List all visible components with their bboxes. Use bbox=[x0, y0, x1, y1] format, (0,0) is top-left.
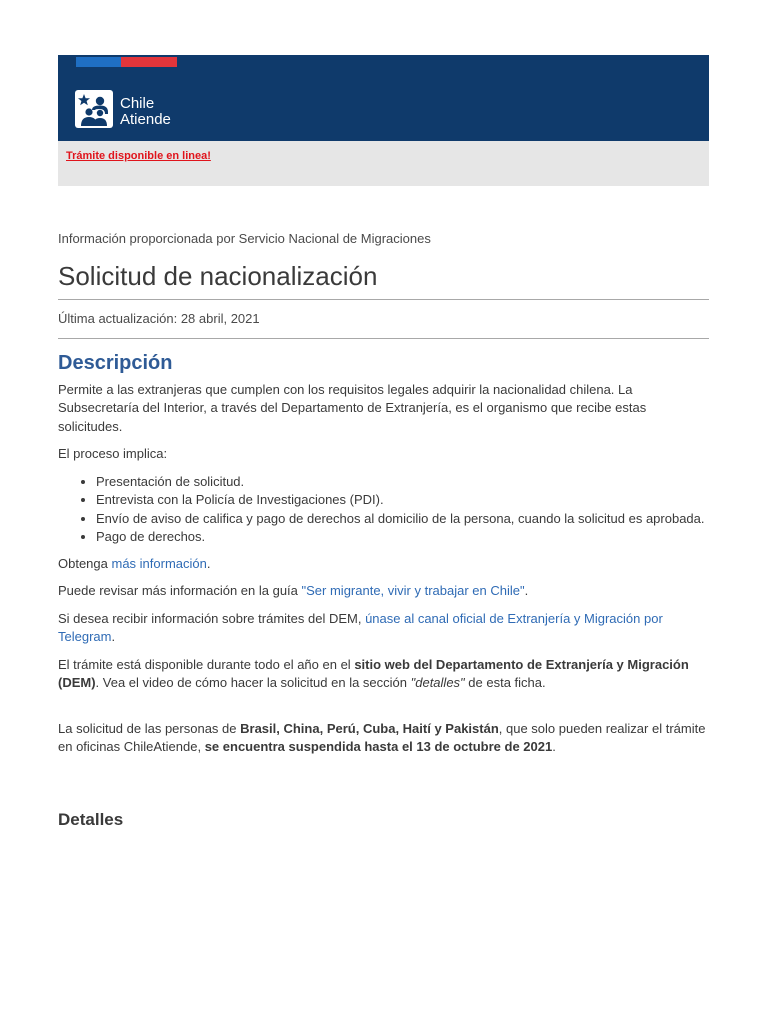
obtenga-paragraph bbox=[58, 555, 709, 574]
guia-migrante-link[interactable]: "Ser migrante, vivir y trabajar en Chile" bbox=[301, 583, 525, 598]
proceso-label: El proceso implica: bbox=[58, 446, 168, 461]
banner-header bbox=[58, 55, 709, 141]
sitio-suffix: de esta ficha. bbox=[464, 675, 546, 690]
updated-divider bbox=[58, 338, 709, 339]
chileatiende-banner bbox=[58, 55, 709, 186]
chileatiende-people-icon bbox=[75, 90, 113, 128]
detalles-heading: Detalles bbox=[58, 809, 124, 829]
descripcion-intro: Permite a las extranjeras que cumplen con los requisitos legales adquirir la nacionalidad chilena. La Subsecretaría del Interior, a través del Departamento de Extranjería, es el organismo que recibe estas solicitudes. bbox=[58, 381, 647, 434]
logo-line-atiende: Atiende bbox=[120, 111, 171, 128]
obtenga-text: Obtenga bbox=[58, 555, 112, 571]
provider-note: Información proporcionada por Servicio Nacional de Migraciones bbox=[58, 231, 431, 246]
sitio-mid-text: . Vea el video de cómo hacer la solicitud en la sección bbox=[95, 675, 411, 690]
list-item: • Entrevista con la Policía de Investigaciones (PDI). bbox=[96, 491, 709, 510]
title-divider bbox=[58, 299, 709, 300]
flag-stripe-red bbox=[121, 57, 177, 67]
sitio-text: El trámite está disponible durante todo el año en el bbox=[58, 656, 355, 672]
detalles-italic: "detalles" bbox=[410, 675, 465, 690]
dem-paragraph bbox=[58, 610, 709, 647]
telegram-channel-link[interactable]: únase al canal oficial de Extranjería y Migración por Telegram bbox=[58, 610, 663, 644]
guia-suffix: . bbox=[524, 583, 529, 598]
spacer bbox=[58, 702, 709, 720]
logo-line-chile: Chile bbox=[120, 95, 155, 112]
susp-mid-text: , que solo pueden realizar el trámite en oficinas ChileAtiende, bbox=[58, 720, 706, 754]
susp-text: La solicitud de las personas de bbox=[58, 720, 241, 736]
guia-paragraph bbox=[58, 582, 709, 601]
list-item: • Pago de derechos. bbox=[96, 528, 709, 547]
list-item: • Presentación de solicitud. bbox=[96, 473, 709, 492]
susp-date-bold: se encuentra suspendida hasta el 13 de octubre de 2021 bbox=[204, 739, 553, 754]
dem-suffix: . bbox=[111, 629, 116, 644]
chileatiende-logo-text bbox=[120, 96, 171, 128]
susp-suffix: . bbox=[552, 739, 556, 754]
banner-notice bbox=[58, 141, 709, 186]
sitio-dem-bold: sitio web del Departamento de Extranjería y Migración (DEM) bbox=[58, 656, 689, 690]
list-item: • Envío de aviso de califica y pago de derechos al domicilio de la persona, cuando la solicitud es aprobada. bbox=[96, 510, 709, 529]
page-title: Solicitud de nacionalización bbox=[58, 260, 378, 291]
dem-text: Si desea recibir información sobre trámites del DEM, bbox=[58, 610, 366, 626]
tramite-online-link[interactable]: Trámite disponible en linea! bbox=[66, 150, 211, 162]
sitio-paragraph bbox=[58, 656, 709, 693]
last-updated: Última actualización: 28 abril, 2021 bbox=[58, 310, 260, 326]
obtenga-suffix: . bbox=[206, 555, 211, 571]
suspension-paragraph bbox=[58, 720, 709, 757]
susp-countries: Brasil, China, Perú, Cuba, Haití y Pakistán bbox=[240, 720, 499, 736]
flag-stripe-blue bbox=[76, 57, 121, 67]
descripcion-heading: Descripción bbox=[58, 351, 173, 374]
main-content bbox=[58, 230, 709, 830]
proceso-steps bbox=[58, 473, 709, 547]
guia-text: Puede revisar más información en la guía bbox=[58, 583, 302, 598]
mas-informacion-link[interactable]: más información bbox=[111, 555, 207, 571]
